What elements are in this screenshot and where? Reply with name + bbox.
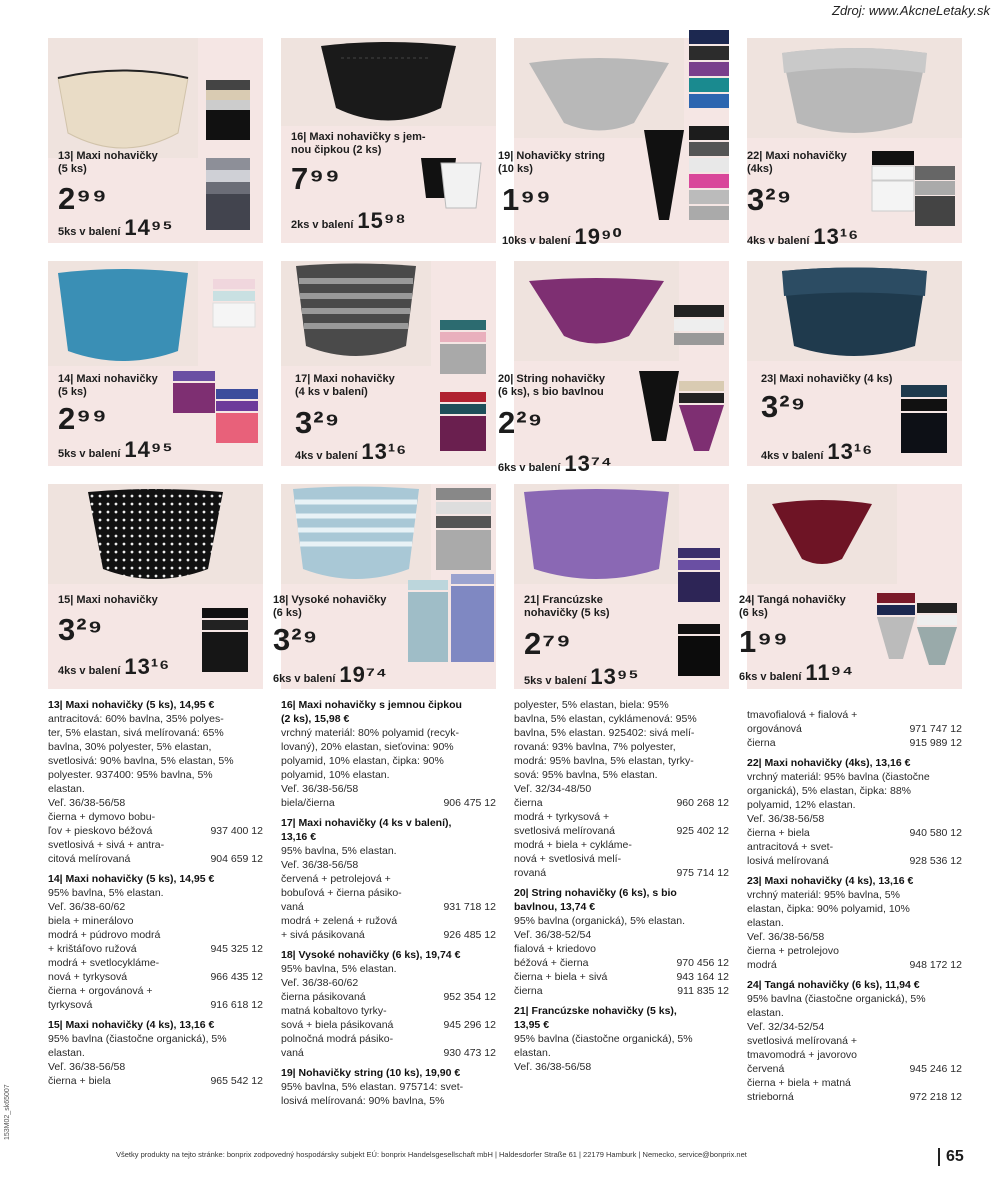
- footer-legal: Všetky produkty na tejto stránke: bonprix zodpovedný hospodársky subjekt EÚ: bonprix Handelsgesellschaft mbH | Haldesdorfer Straße 61 | 22179 Hamburk | Nemecko, service@bonprix.net: [116, 1150, 747, 1159]
- variant-colour: čierna: [514, 797, 543, 809]
- product-tile-21[interactable]: [514, 484, 729, 689]
- product-photo: [514, 484, 679, 584]
- article-number: 930 473 12: [443, 1047, 496, 1059]
- article-number: 970 456 12: [676, 957, 729, 969]
- product-spec: vrchný materiál: 95% bavlna, 5% elastan, čipka: 90% polyamid, 10% elastan. Veľ. 36/38-56/58: [747, 889, 910, 943]
- article-number: 952 354 12: [443, 991, 496, 1003]
- article-number: 972 218 12: [909, 1091, 962, 1103]
- variant-colour: čierna pásikovaná: [281, 991, 366, 1003]
- article-number: 925 402 12: [676, 825, 729, 837]
- variant-colour: matná kobaltovo tyrky- sová + biela pásikovaná: [281, 1005, 394, 1031]
- variant-row: [281, 914, 496, 942]
- unit-price: 2⁹⁹: [58, 181, 108, 216]
- unit-price: 3²⁹: [295, 405, 341, 440]
- variant-row: [747, 736, 962, 750]
- product-spec: vrchný materiál: 80% polyamid (recyk- lovaný), 20% elastan, sieťovina: 90% polyamid, 10% elastan, čipka: 90% polyamid, 10% elastan. Veľ. 36/38-56/58: [281, 727, 459, 795]
- product-spec: 95% bavlna, 5% elastan. 975714: svet- losivá melírovaná: 90% bavlna, 5%: [281, 1081, 464, 1107]
- pack-image: [644, 30, 729, 240]
- variant-colour: čierna: [514, 985, 543, 997]
- variant-row: [514, 838, 729, 880]
- product-heading: 14| Maxi nohavičky (5 ks), 14,95 €: [48, 873, 215, 885]
- product-spec: polyester, 5% elastan, biela: 95% bavlna, 5% elastan, cyklámenová: 95% bavlna, 5% elastan. 925402: sivá melí- rovaná: 93% bavlna, 7% polyester, modrá: 95% bavlna, 5% elastan, tyrky- sová: 95% bavlna, 5% elastan. Veľ. 32/34-48/50: [514, 699, 697, 795]
- variant-row: [514, 984, 729, 998]
- variant-row: [514, 942, 729, 970]
- side-code: 153M02_sk65007: [4, 1084, 11, 1140]
- variant-row: [281, 1032, 496, 1060]
- product-tile-19[interactable]: [498, 38, 729, 249]
- pack-price: 4ks v balení 13¹⁶: [58, 654, 171, 679]
- product-photo: [747, 484, 897, 584]
- variant-colour: svetlosivá + sivá + antra- citová melírovaná: [48, 839, 165, 865]
- product-heading: 18| Vysoké nohavičky (6 ks), 19,74 €: [281, 949, 461, 961]
- article-number: 906 475 12: [443, 797, 496, 809]
- product-tile-20[interactable]: [498, 261, 729, 476]
- variant-row: [747, 708, 962, 736]
- article-number: 937 400 12: [210, 825, 263, 837]
- product-spec: antracitová: 60% bavlna, 35% polyes- ter, 5% elastan, sivá melírovaná: 65% bavlna, 30% polyester, 5% elastan, svetlosivá: 90% bavlna, 5% elastan, 5% polyester. 937400: 95% bavlna, 5% elastan.: [48, 713, 234, 795]
- pack-price: 2ks v balení 15⁹⁸: [291, 208, 407, 233]
- variant-colour: modrá + zelená + ružová + sivá pásikovaná: [281, 915, 398, 941]
- pack-image: [897, 381, 952, 461]
- product-heading: 24| Tangá nohavičky (6 ks), 11,94 €: [747, 979, 920, 991]
- variant-row: [48, 956, 263, 984]
- product-tile-13[interactable]: [48, 38, 263, 243]
- variant-colour: biela/čierna: [281, 797, 335, 809]
- article-number: 926 485 12: [443, 929, 496, 941]
- product-spec: 95% bavlna, 5% elastan. Veľ. 36/38-60/62: [48, 887, 164, 913]
- variant-row: [514, 810, 729, 838]
- variant-row: [281, 1004, 496, 1032]
- unit-price: 1⁹⁹: [502, 182, 552, 217]
- pack-price: 5ks v balení 14⁹⁵: [58, 215, 174, 240]
- product-tile-18[interactable]: [273, 484, 496, 689]
- product-heading: 20| String nohavičky (6 ks), s bio bavlnou, 13,74 €: [514, 887, 677, 913]
- detail-column-4: [747, 708, 962, 1104]
- product-heading: 19| Nohavičky string (10 ks), 19,90 €: [281, 1067, 461, 1079]
- product-heading: 23| Maxi nohavičky (4 ks), 13,16 €: [747, 875, 914, 887]
- variant-row: [48, 810, 263, 838]
- detail-column-1: [48, 698, 263, 1088]
- product-tile-24[interactable]: [739, 484, 962, 689]
- variant-row: [514, 970, 729, 984]
- unit-price: 3²⁹: [747, 182, 793, 217]
- product-label: 22| Maxi nohavičky (4ks): [747, 150, 847, 175]
- variant-colour: modrá + tyrkysová + svetlosivá melírovaná: [514, 811, 615, 837]
- pack-price: 4ks v balení 13¹⁶: [761, 439, 874, 464]
- article-number: 928 536 12: [909, 855, 962, 867]
- article-number: 911 835 12: [677, 985, 729, 997]
- product-label: 19| Nohavičky string (10 ks): [498, 150, 606, 175]
- unit-price: 1⁹⁹: [739, 624, 789, 659]
- unit-price: 3²⁹: [58, 612, 104, 647]
- unit-price: 7⁹⁹: [291, 161, 341, 196]
- pack-price: 6ks v balení 19⁷⁴: [273, 662, 388, 687]
- unit-price: 2⁹⁹: [58, 401, 108, 436]
- variant-row: [747, 840, 962, 868]
- pack-image: [168, 279, 260, 459]
- variant-row: [747, 1076, 962, 1104]
- pack-image: [875, 589, 960, 669]
- variant-row: [48, 984, 263, 1012]
- variant-row: [747, 1034, 962, 1076]
- article-number: 943 164 12: [676, 971, 729, 983]
- detail-column-3: [514, 698, 729, 1074]
- product-spec: 95% bavlna (čiastočne organická), 5% elastan. Veľ. 36/38-56/58: [48, 1033, 227, 1073]
- product-tile-14[interactable]: [48, 261, 263, 466]
- product-label: 23| Maxi nohavičky (4 ks): [761, 373, 893, 385]
- source-credit[interactable]: Zdroj: www.AkcneLetaky.sk: [832, 3, 990, 18]
- product-label: 21| Francúzske nohavičky (5 ks): [524, 594, 610, 619]
- product-photo: [747, 261, 962, 361]
- product-spec: 95% bavlna (organická), 5% elastan. Veľ. 36/38-52/54: [514, 915, 686, 941]
- article-number: 948 172 12: [909, 959, 962, 971]
- article-number: 945 296 12: [443, 1019, 496, 1031]
- variant-colour: čierna + petrolejovo modrá: [747, 945, 839, 971]
- variant-row: [48, 1074, 263, 1088]
- page-number: 65: [938, 1148, 978, 1166]
- article-number: 940 580 12: [909, 827, 962, 839]
- article-number: 966 435 12: [210, 971, 263, 983]
- product-label: 14| Maxi nohavičky (5 ks): [58, 373, 158, 398]
- pack-price: 6ks v balení 11⁹⁴: [739, 660, 854, 685]
- pack-price: 6ks v balení 13⁷⁴: [498, 451, 613, 476]
- pack-image: [867, 146, 957, 238]
- variant-colour: čierna: [747, 737, 776, 749]
- unit-price: 3²⁹: [761, 389, 807, 424]
- variant-colour: antracitová + svet- losivá melírovaná: [747, 841, 834, 867]
- pack-price: 5ks v balení 13⁹⁵: [524, 664, 640, 689]
- product-spec: 95% bavlna (čiastočne organická), 5% elastan. Veľ. 32/34-52/54: [747, 993, 926, 1033]
- variant-colour: fialová + kriedovo béžová + čierna: [514, 943, 597, 969]
- variant-colour: biela + minerálovo modrá + púdrovo modrá + krištáľovo ružová: [48, 915, 161, 955]
- pack-price: 5ks v balení 14⁹⁵: [58, 437, 174, 462]
- variant-colour: čierna + biela + matná strieborná: [747, 1077, 851, 1103]
- variant-row: [281, 872, 496, 914]
- product-label: 24| Tangá nohavičky (6 ks): [739, 594, 846, 619]
- product-tile-15[interactable]: [48, 484, 263, 689]
- product-photo: [48, 38, 198, 158]
- pack-image: [204, 78, 252, 238]
- product-spec: vrchný materiál: 95% bavlna (čiastočne organická), 5% elastan, čipka: 88% polyamid, 12% elastan. Veľ. 36/38-56/58: [747, 771, 930, 825]
- product-spec: Veľ. 36/38-56/58: [48, 797, 126, 809]
- article-number: 904 659 12: [210, 853, 263, 865]
- product-tile-22[interactable]: [747, 38, 962, 249]
- product-tile-16[interactable]: [281, 38, 496, 243]
- variant-row: [281, 990, 496, 1004]
- product-photo: [281, 38, 496, 126]
- product-spec: 95% bavlna (čiastočne organická), 5% elastan. Veľ. 36/38-56/58: [514, 1033, 693, 1073]
- variant-colour: čierna + dymovo bobu- ľov + pieskovo béžová: [48, 811, 156, 837]
- variant-colour: červená + petrolejová + bobuľová + čierna pásiko- vaná: [281, 873, 402, 913]
- variant-row: [747, 826, 962, 840]
- pack-image: [674, 544, 724, 684]
- product-spec: 95% bavlna, 5% elastan. Veľ. 36/38-60/62: [281, 963, 397, 989]
- variant-colour: čierna + biela + sivá: [514, 971, 608, 983]
- product-tile-23[interactable]: [747, 261, 962, 466]
- article-number: 916 618 12: [210, 999, 263, 1011]
- product-label: 18| Vysoké nohavičky (6 ks): [273, 594, 387, 619]
- pack-image: [634, 301, 729, 461]
- variant-colour: polnočná modrá pásiko- vaná: [281, 1033, 394, 1059]
- variant-colour: modrá + biela + cykláme- nová + svetlosivá melí- rovaná: [514, 839, 632, 879]
- unit-price: 2²⁹: [498, 405, 544, 440]
- product-heading: 22| Maxi nohavičky (4ks), 13,16 €: [747, 757, 911, 769]
- article-number: 971 747 12: [909, 723, 962, 735]
- article-number: 975 714 12: [676, 867, 729, 879]
- product-heading: 13| Maxi nohavičky (5 ks), 14,95 €: [48, 699, 215, 711]
- unit-price: 2⁷⁹: [524, 626, 572, 661]
- product-photo: [281, 261, 431, 366]
- pack-image: [416, 148, 486, 218]
- pack-image: [406, 484, 496, 684]
- unit-price: 3²⁹: [273, 622, 319, 657]
- product-label: 15| Maxi nohavičky: [58, 594, 158, 606]
- article-number: 945 246 12: [909, 1063, 962, 1075]
- pack-price: 4ks v balení 13¹⁶: [747, 224, 860, 249]
- product-photo: [48, 484, 263, 584]
- product-label: 20| String nohavičky (6 ks), s bio bavlnou: [498, 373, 606, 398]
- variant-row: [747, 944, 962, 972]
- article-number: 915 989 12: [909, 737, 962, 749]
- pack-image: [436, 316, 491, 461]
- article-number: 960 268 12: [676, 797, 729, 809]
- product-label: 13| Maxi nohavičky (5 ks): [58, 150, 158, 175]
- pack-price: 4ks v balení 13¹⁶: [295, 439, 408, 464]
- variant-row: [514, 796, 729, 810]
- detail-column-2: [281, 698, 496, 1108]
- product-heading: 21| Francúzske nohavičky (5 ks), 13,95 €: [514, 1005, 677, 1031]
- variant-colour: čierna + biela: [48, 1075, 111, 1087]
- product-tile-17[interactable]: [281, 261, 496, 466]
- variant-colour: tmavofialová + fialová + orgovánová: [747, 709, 858, 735]
- pack-price: 10ks v balení 19⁹⁰: [502, 224, 624, 249]
- variant-colour: svetlosivá melírovaná + tmavomodrá + javorovo červená: [747, 1035, 858, 1075]
- variant-row: [48, 838, 263, 866]
- product-heading: 16| Maxi nohavičky s jemnou čipkou (2 ks), 15,98 €: [281, 699, 462, 725]
- article-number: 931 718 12: [443, 901, 496, 913]
- variant-colour: čierna + biela: [747, 827, 810, 839]
- variant-row: [281, 796, 496, 810]
- variant-colour: čierna + orgovánová + tyrkysová: [48, 985, 153, 1011]
- product-spec: 95% bavlna, 5% elastan. Veľ. 36/38-56/58: [281, 845, 397, 871]
- product-label: 17| Maxi nohavičky (4 ks v balení): [295, 373, 395, 398]
- article-number: 945 325 12: [210, 943, 263, 955]
- product-label: 16| Maxi nohavičky s jem- nou čipkou (2 ks): [291, 131, 426, 156]
- variant-colour: modrá + svetlocykláme- nová + tyrkysová: [48, 957, 160, 983]
- pack-image: [198, 604, 253, 679]
- article-number: 965 542 12: [210, 1075, 263, 1087]
- variant-row: [48, 914, 263, 956]
- product-heading: 15| Maxi nohavičky (4 ks), 13,16 €: [48, 1019, 215, 1031]
- product-photo: [747, 38, 962, 138]
- product-heading: 17| Maxi nohavičky (4 ks v balení), 13,16 €: [281, 817, 452, 843]
